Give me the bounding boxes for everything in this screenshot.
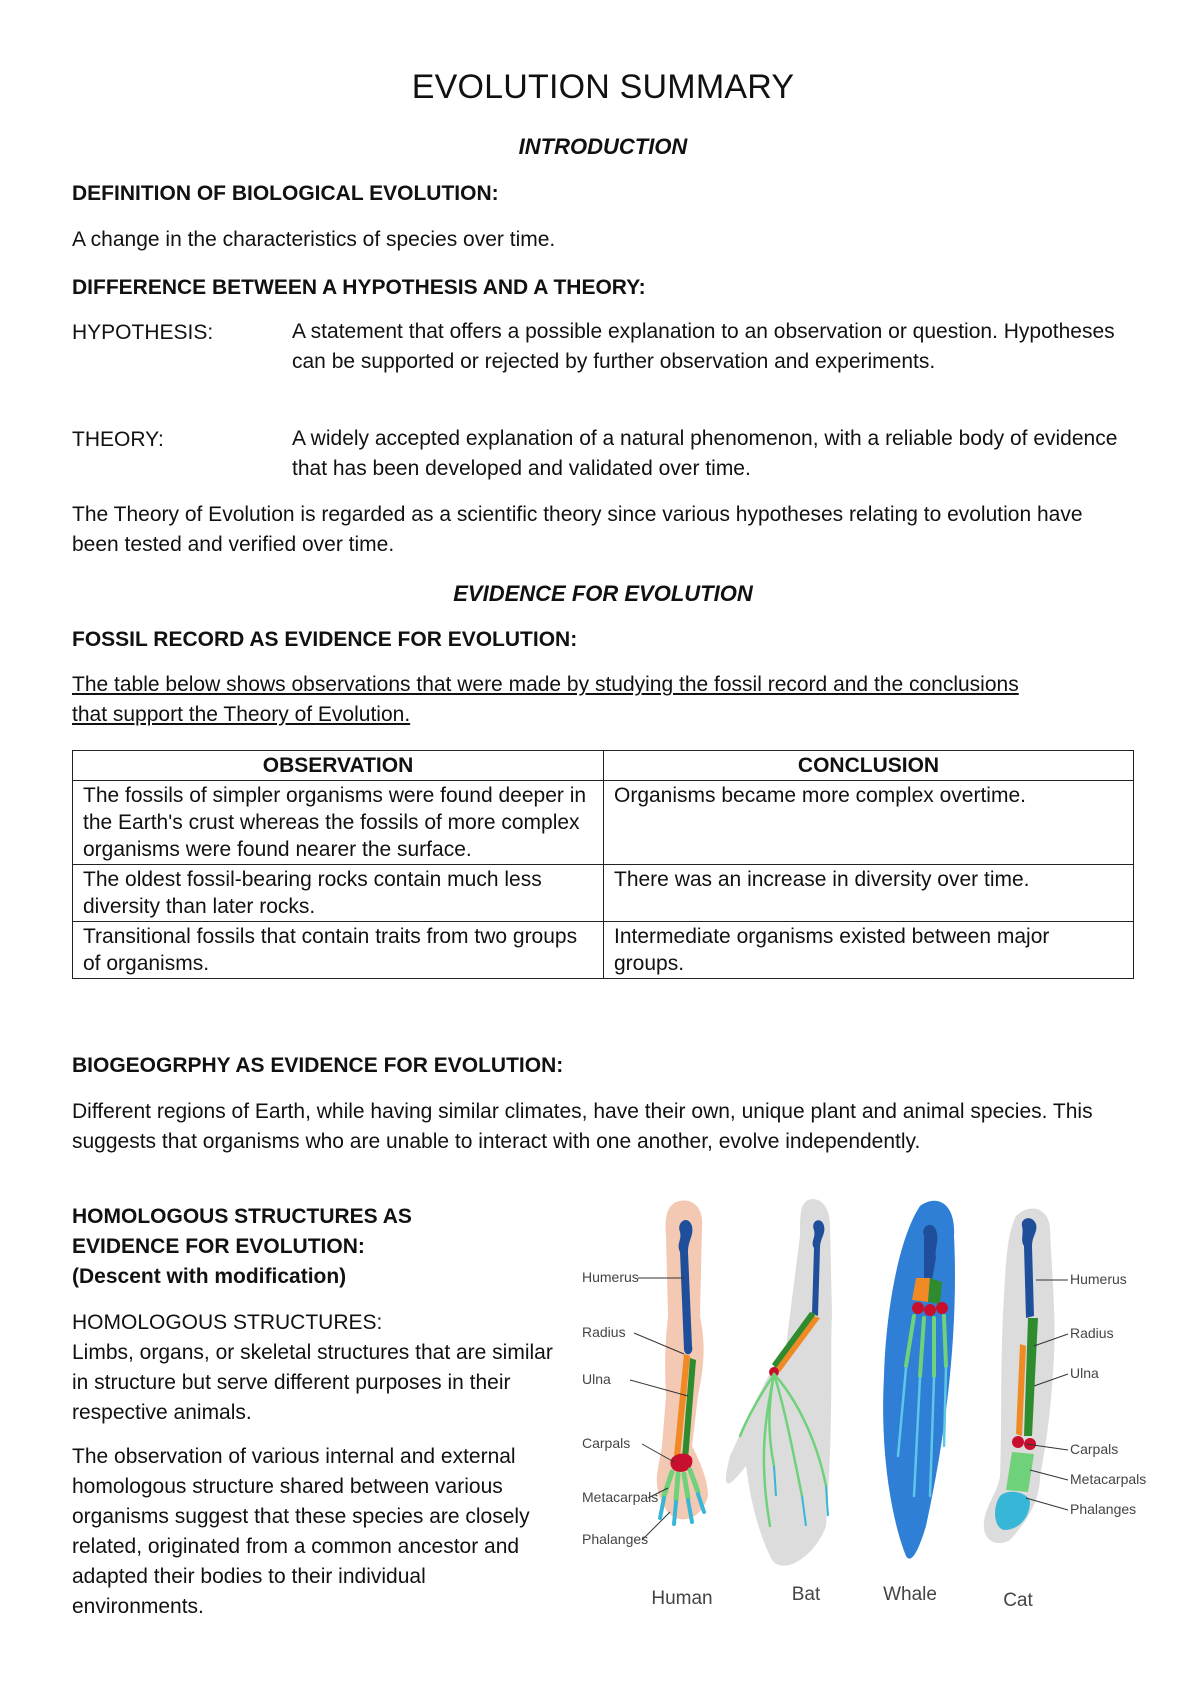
whale-limb <box>883 1201 955 1559</box>
homologous-term: HOMOLOGOUS STRUCTURES: <box>72 1311 383 1334</box>
biogeography-text: Different regions of Earth, while having similar climates, have their own, unique plant and animal species. This suggests that organisms who are unable to interact with one another, evolve independently. <box>72 1100 1093 1153</box>
animal-name-bat: Bat <box>791 1584 821 1605</box>
observation-cell: The fossils of simpler organisms were found deeper in the Earth's crust whereas the fossils of more complex organisms were found nearer the surface. <box>73 781 604 865</box>
animal-name-human: Human <box>651 1588 713 1609</box>
table-row <box>73 781 1134 865</box>
theory-definition: A widely accepted explanation of a natural phenomenon, with a reliable body of evidence that has been developed and validated over time. <box>292 427 1118 480</box>
whale-carpals <box>912 1302 948 1316</box>
definition-text: A change in the characteristics of species over time. <box>72 228 556 251</box>
conclusion-cell: Intermediate organisms existed between major groups. <box>604 922 1134 979</box>
observation-cell: Transitional fossils that contain traits from two groups of organisms. <box>73 922 604 979</box>
homologous-heading-line1: HOMOLOGOUS STRUCTURES AS <box>72 1205 412 1228</box>
conclusion-cell: There was an increase in diversity over time. <box>604 865 1134 922</box>
bat-limb <box>726 1199 832 1566</box>
column-header-conclusion: CONCLUSION <box>604 751 1134 781</box>
cat-phalanges <box>995 1492 1030 1530</box>
table-header-row <box>73 751 1134 781</box>
observation-cell: The oldest fossil-bearing rocks contain much less diversity than later rocks. <box>73 865 604 922</box>
homologous-heading-line2: EVIDENCE FOR EVOLUTION: <box>72 1235 365 1258</box>
conclusion-cell: Organisms became more complex overtime. <box>604 781 1134 865</box>
homologous-heading-line3: (Descent with modification) <box>72 1265 347 1288</box>
label-ulna: Ulna <box>582 1371 611 1387</box>
left-labels <box>582 1269 658 1547</box>
whale-ulna <box>928 1278 942 1304</box>
label-phalanges: Phalanges <box>1070 1501 1137 1517</box>
evidence-heading: EVIDENCE FOR EVOLUTION <box>453 581 753 606</box>
label-humerus: Humerus <box>582 1269 639 1285</box>
label-radius: Radius <box>582 1324 626 1340</box>
fossil-intro: The table below shows observations that were made by studying the fossil record and the conclusions that support the Theory of Evolution. <box>72 673 1019 726</box>
table-row <box>73 865 1134 922</box>
label-metacarpals: Metacarpals <box>1070 1471 1147 1487</box>
hypothesis-term: HYPOTHESIS: <box>72 321 214 344</box>
homologous-observation: The observation of various internal and external homologous structure shared between various organisms suggest that these species are closely related, originated from a common ancestor and adapted their bodies to their individual environments. <box>72 1445 530 1618</box>
homologous-limbs-diagram <box>580 1196 1147 1636</box>
right-labels <box>1070 1271 1146 1517</box>
label-ulna: Ulna <box>1070 1365 1099 1381</box>
animal-name-whale: Whale <box>883 1584 937 1605</box>
label-carpals: Carpals <box>582 1435 631 1451</box>
label-carpals: Carpals <box>1070 1441 1119 1457</box>
definition-heading: DEFINITION OF BIOLOGICAL EVOLUTION: <box>72 182 499 205</box>
fossil-heading: FOSSIL RECORD AS EVIDENCE FOR EVOLUTION: <box>72 628 578 651</box>
column-header-observation: OBSERVATION <box>73 751 604 781</box>
animal-name-cat: Cat <box>1003 1590 1033 1611</box>
cat-limb <box>984 1208 1055 1543</box>
introduction-heading: INTRODUCTION <box>518 134 688 159</box>
document-title: EVOLUTION SUMMARY <box>411 68 795 106</box>
theory-summary: The Theory of Evolution is regarded as a scientific theory since various hypotheses relating to evolution have been tested and verified over time. <box>72 503 1083 556</box>
label-humerus: Humerus <box>1070 1271 1127 1287</box>
hypothesis-definition: A statement that offers a possible explanation to an observation or question. Hypotheses can be supported or rejected by further observation and experiments. <box>292 320 1115 373</box>
human-limb <box>657 1200 708 1524</box>
biogeography-heading: BIOGEOGRPHY AS EVIDENCE FOR EVOLUTION: <box>72 1054 564 1077</box>
table-row <box>73 922 1134 979</box>
label-metacarpals: Metacarpals <box>582 1489 659 1505</box>
homologous-heading <box>72 1202 562 1292</box>
fossil-table <box>72 750 1134 979</box>
theory-term: THEORY: <box>72 428 164 451</box>
homologous-definition: Limbs, organs, or skeletal structures that are similar in structure but serve different purposes in their respective animals. <box>72 1341 553 1424</box>
label-phalanges: Phalanges <box>582 1531 649 1547</box>
difference-heading: DIFFERENCE BETWEEN A HYPOTHESIS AND A THEORY: <box>72 276 646 299</box>
label-radius: Radius <box>1070 1325 1114 1341</box>
animal-names <box>651 1584 1033 1611</box>
